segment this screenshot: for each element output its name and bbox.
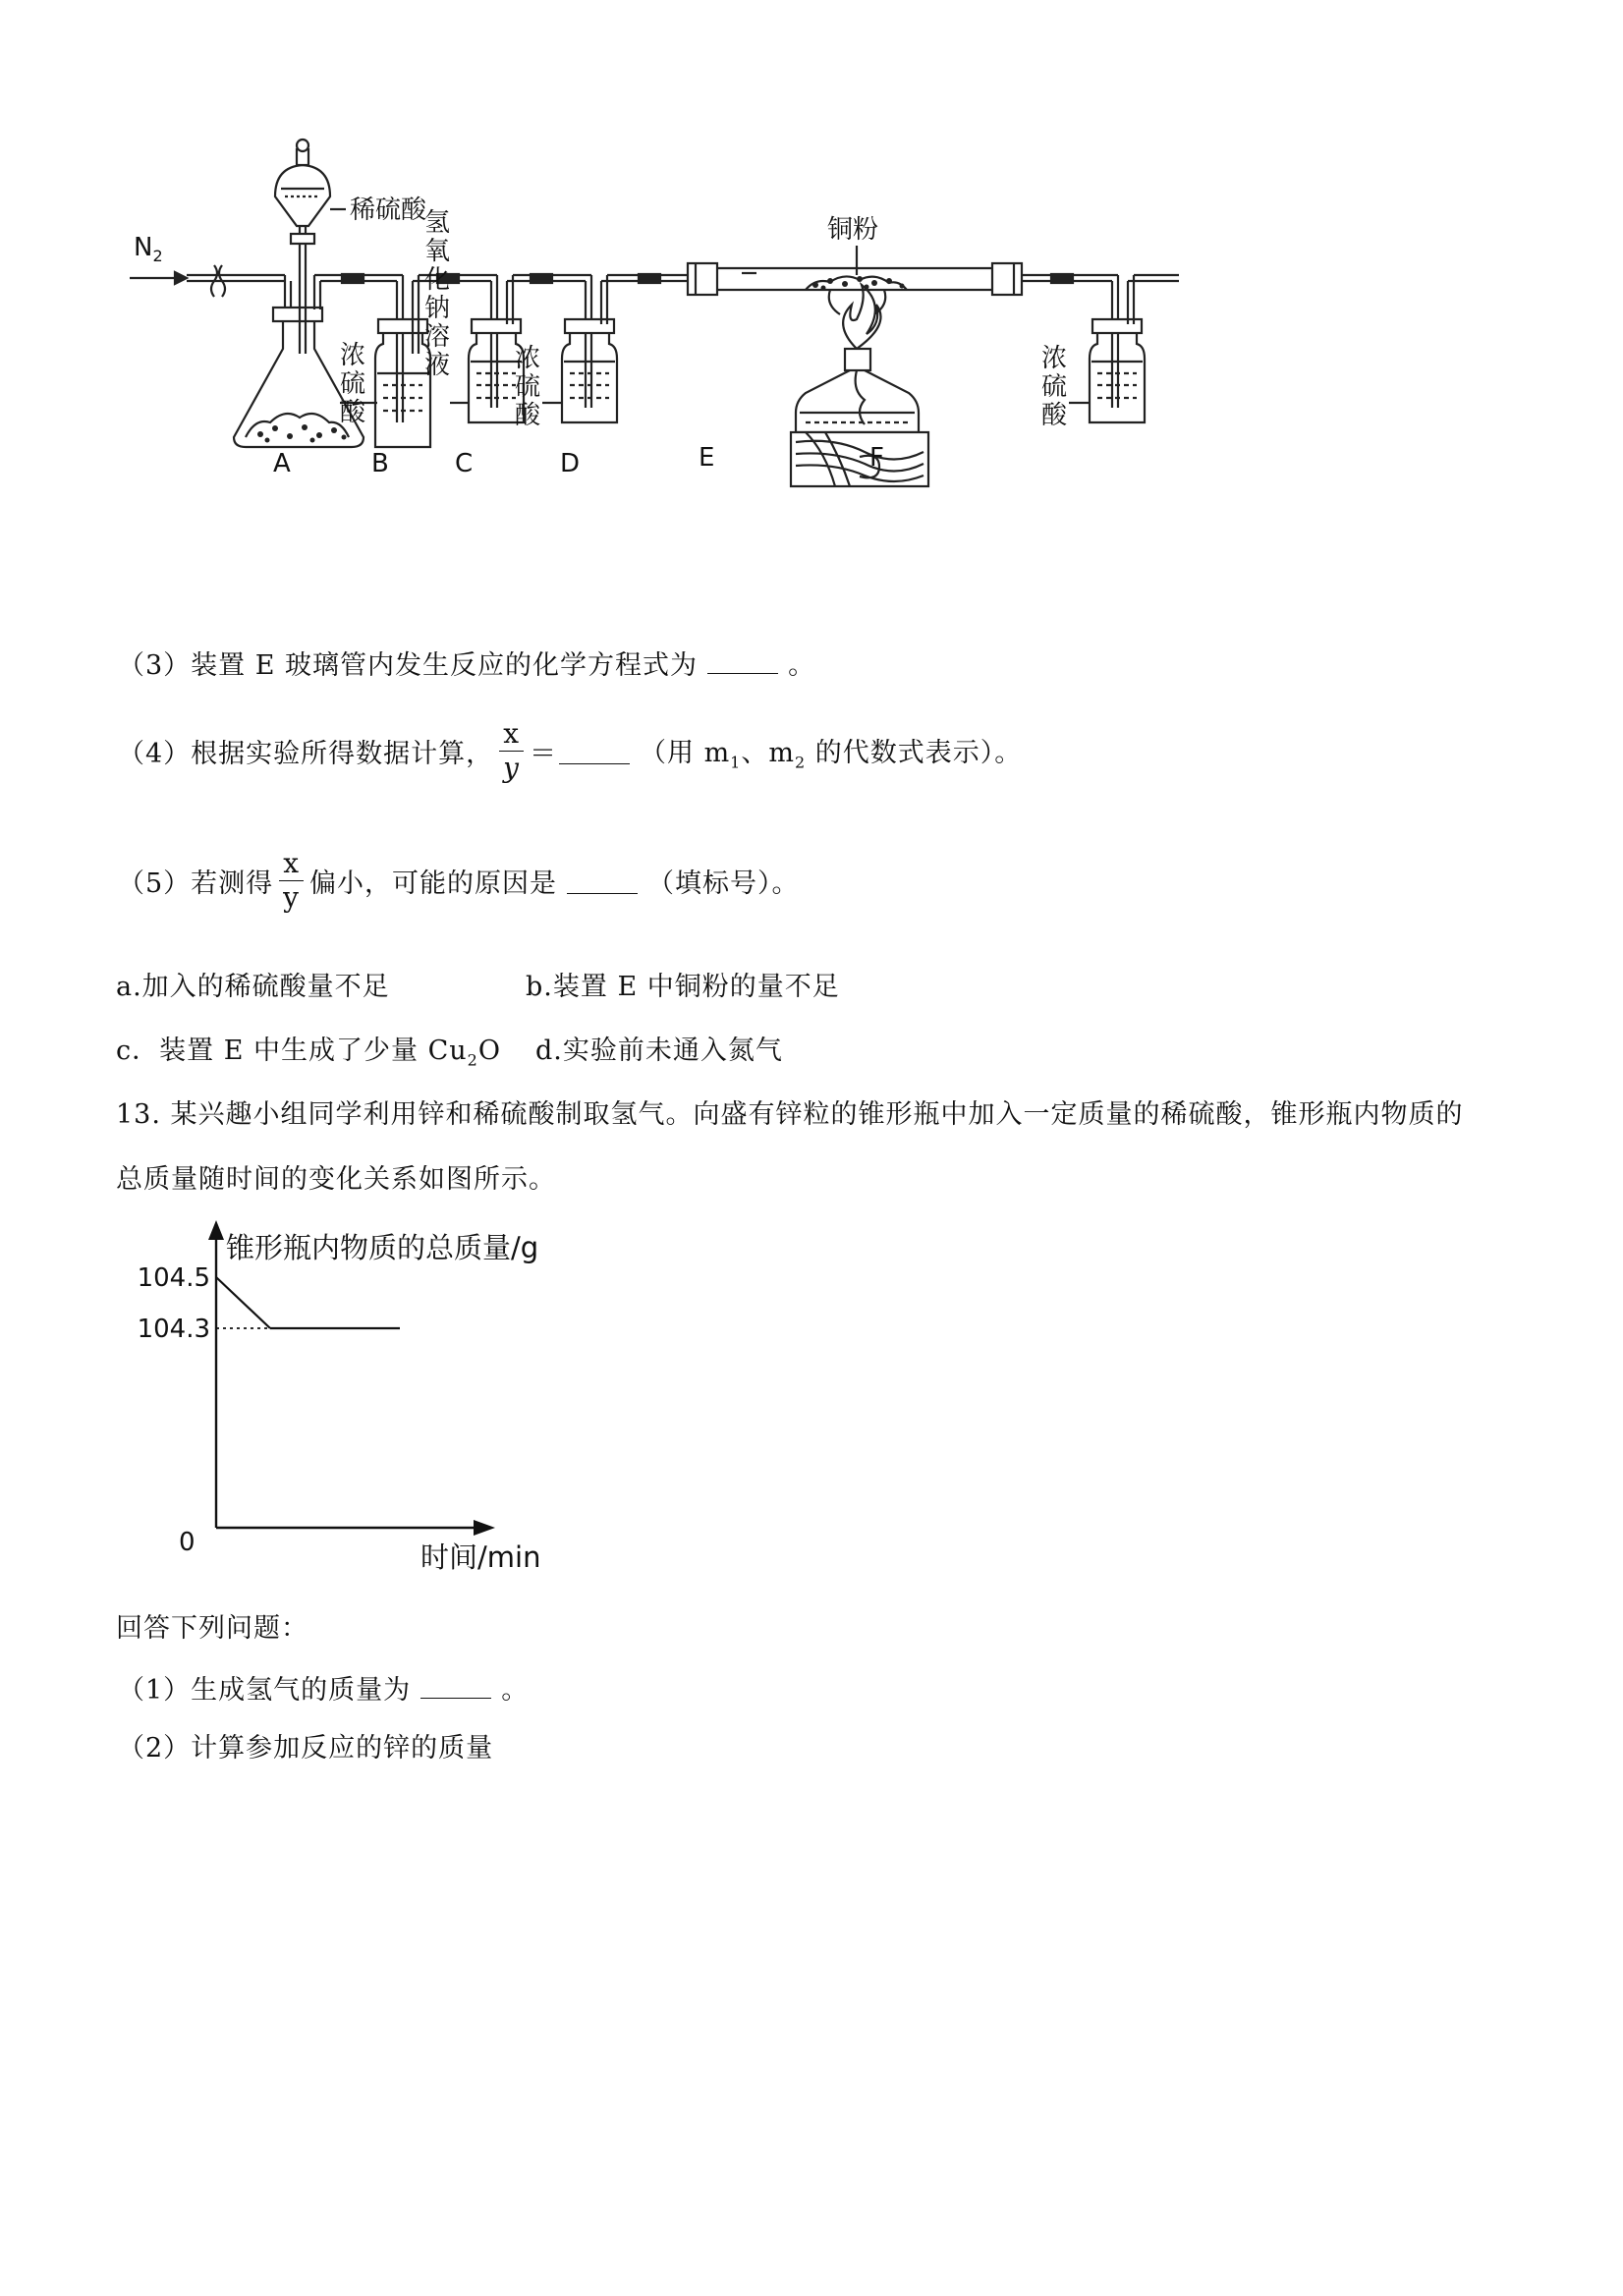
device-label-c: C (455, 449, 474, 478)
mass-time-chart (118, 1218, 570, 1582)
y-tick-label: 104.5 (137, 1263, 210, 1293)
funnel-acid-label: 稀硫酸 (350, 196, 427, 225)
sub-question-1 (118, 1668, 529, 1707)
option-d: d.实验前未通入氮气 (535, 1036, 783, 1066)
option-c: c．装置 E 中生成了少量 $Cu_2O$ (116, 1036, 501, 1070)
answer-blank[interactable] (567, 868, 638, 894)
equals-sign: ＝ (529, 739, 557, 769)
device-label-f: F (869, 443, 884, 473)
question-4-text: （4）根据实验所得数据计算， (118, 739, 494, 769)
answer-blank[interactable] (707, 647, 778, 674)
device-label-a: A (273, 449, 291, 478)
origin-label: 0 (179, 1528, 196, 1557)
question-5-end: （填标号）。 (646, 868, 800, 899)
bottle-d-reagent-label: 浓硫酸 (515, 344, 541, 430)
question-3 (118, 644, 815, 682)
question-4 (118, 717, 1022, 785)
question-5-middle: 偏小，可能的原因是 (308, 868, 557, 899)
copper-powder-label: 铜粉 (827, 215, 879, 245)
apparatus-diagram (118, 128, 1199, 521)
question-3-text: （3）装置 E 玻璃管内发生反应的化学方程式为 (118, 650, 699, 681)
sub-question-1-end: 。 (501, 1675, 530, 1706)
question-5-text: （5）若测得 (118, 868, 274, 899)
device-label-b: B (371, 449, 389, 478)
answer-intro: 回答下列问题： (116, 1613, 308, 1644)
device-label-e: E (699, 443, 715, 473)
sub-question-1-text: （1）生成氢气的质量为 (118, 1675, 412, 1706)
fraction-numerator: x (283, 847, 300, 879)
fraction-denominator: y (503, 752, 520, 784)
x-axis-arrow (474, 1520, 495, 1536)
option-a: a.加入的稀硫酸量不足 (116, 972, 390, 1002)
x-axis-label: 时间/min (420, 1540, 541, 1574)
fraction-x-over-y (279, 847, 304, 915)
bottle-c-reagent-label: 氢氧化钠溶液 (424, 208, 451, 380)
n2-label: $N_2$ (134, 233, 163, 265)
question-13-line-1: 13. 某兴趣小组同学利用锌和稀硫酸制取氢气。向盛有锌粒的锥形瓶中加入一定质量的稀硫酸，锥形瓶内物质的 (116, 1099, 1464, 1130)
question-13-line-2: 总质量随时间的变化关系如图所示。 (116, 1164, 556, 1195)
fraction-x-over-y (499, 717, 524, 785)
bottle-f-reagent-label: 浓硫酸 (1041, 344, 1068, 430)
answer-blank[interactable] (559, 738, 630, 764)
option-b: b.装置 E 中铜粉的量不足 (526, 972, 840, 1002)
sub-question-2: （2）计算参加反应的锌的质量 (118, 1733, 494, 1764)
question-4-hint: （用 $m_1$、$m_2$ 的代数式表示）。 (639, 737, 1023, 772)
fraction-numerator: x (503, 717, 520, 750)
bottle-b-reagent-label: 浓硫酸 (340, 341, 366, 427)
question-5 (118, 847, 799, 915)
device-label-d: D (560, 449, 581, 478)
y-tick-label: 104.3 (137, 1315, 210, 1344)
y-axis-label: 锥形瓶内物质的总质量/g (226, 1231, 539, 1264)
y-axis-arrow (208, 1220, 224, 1240)
question-3-end: 。 (788, 650, 816, 681)
answer-blank[interactable] (420, 1672, 491, 1699)
fraction-denominator: y (283, 881, 300, 914)
series-line-segment (216, 1277, 270, 1328)
